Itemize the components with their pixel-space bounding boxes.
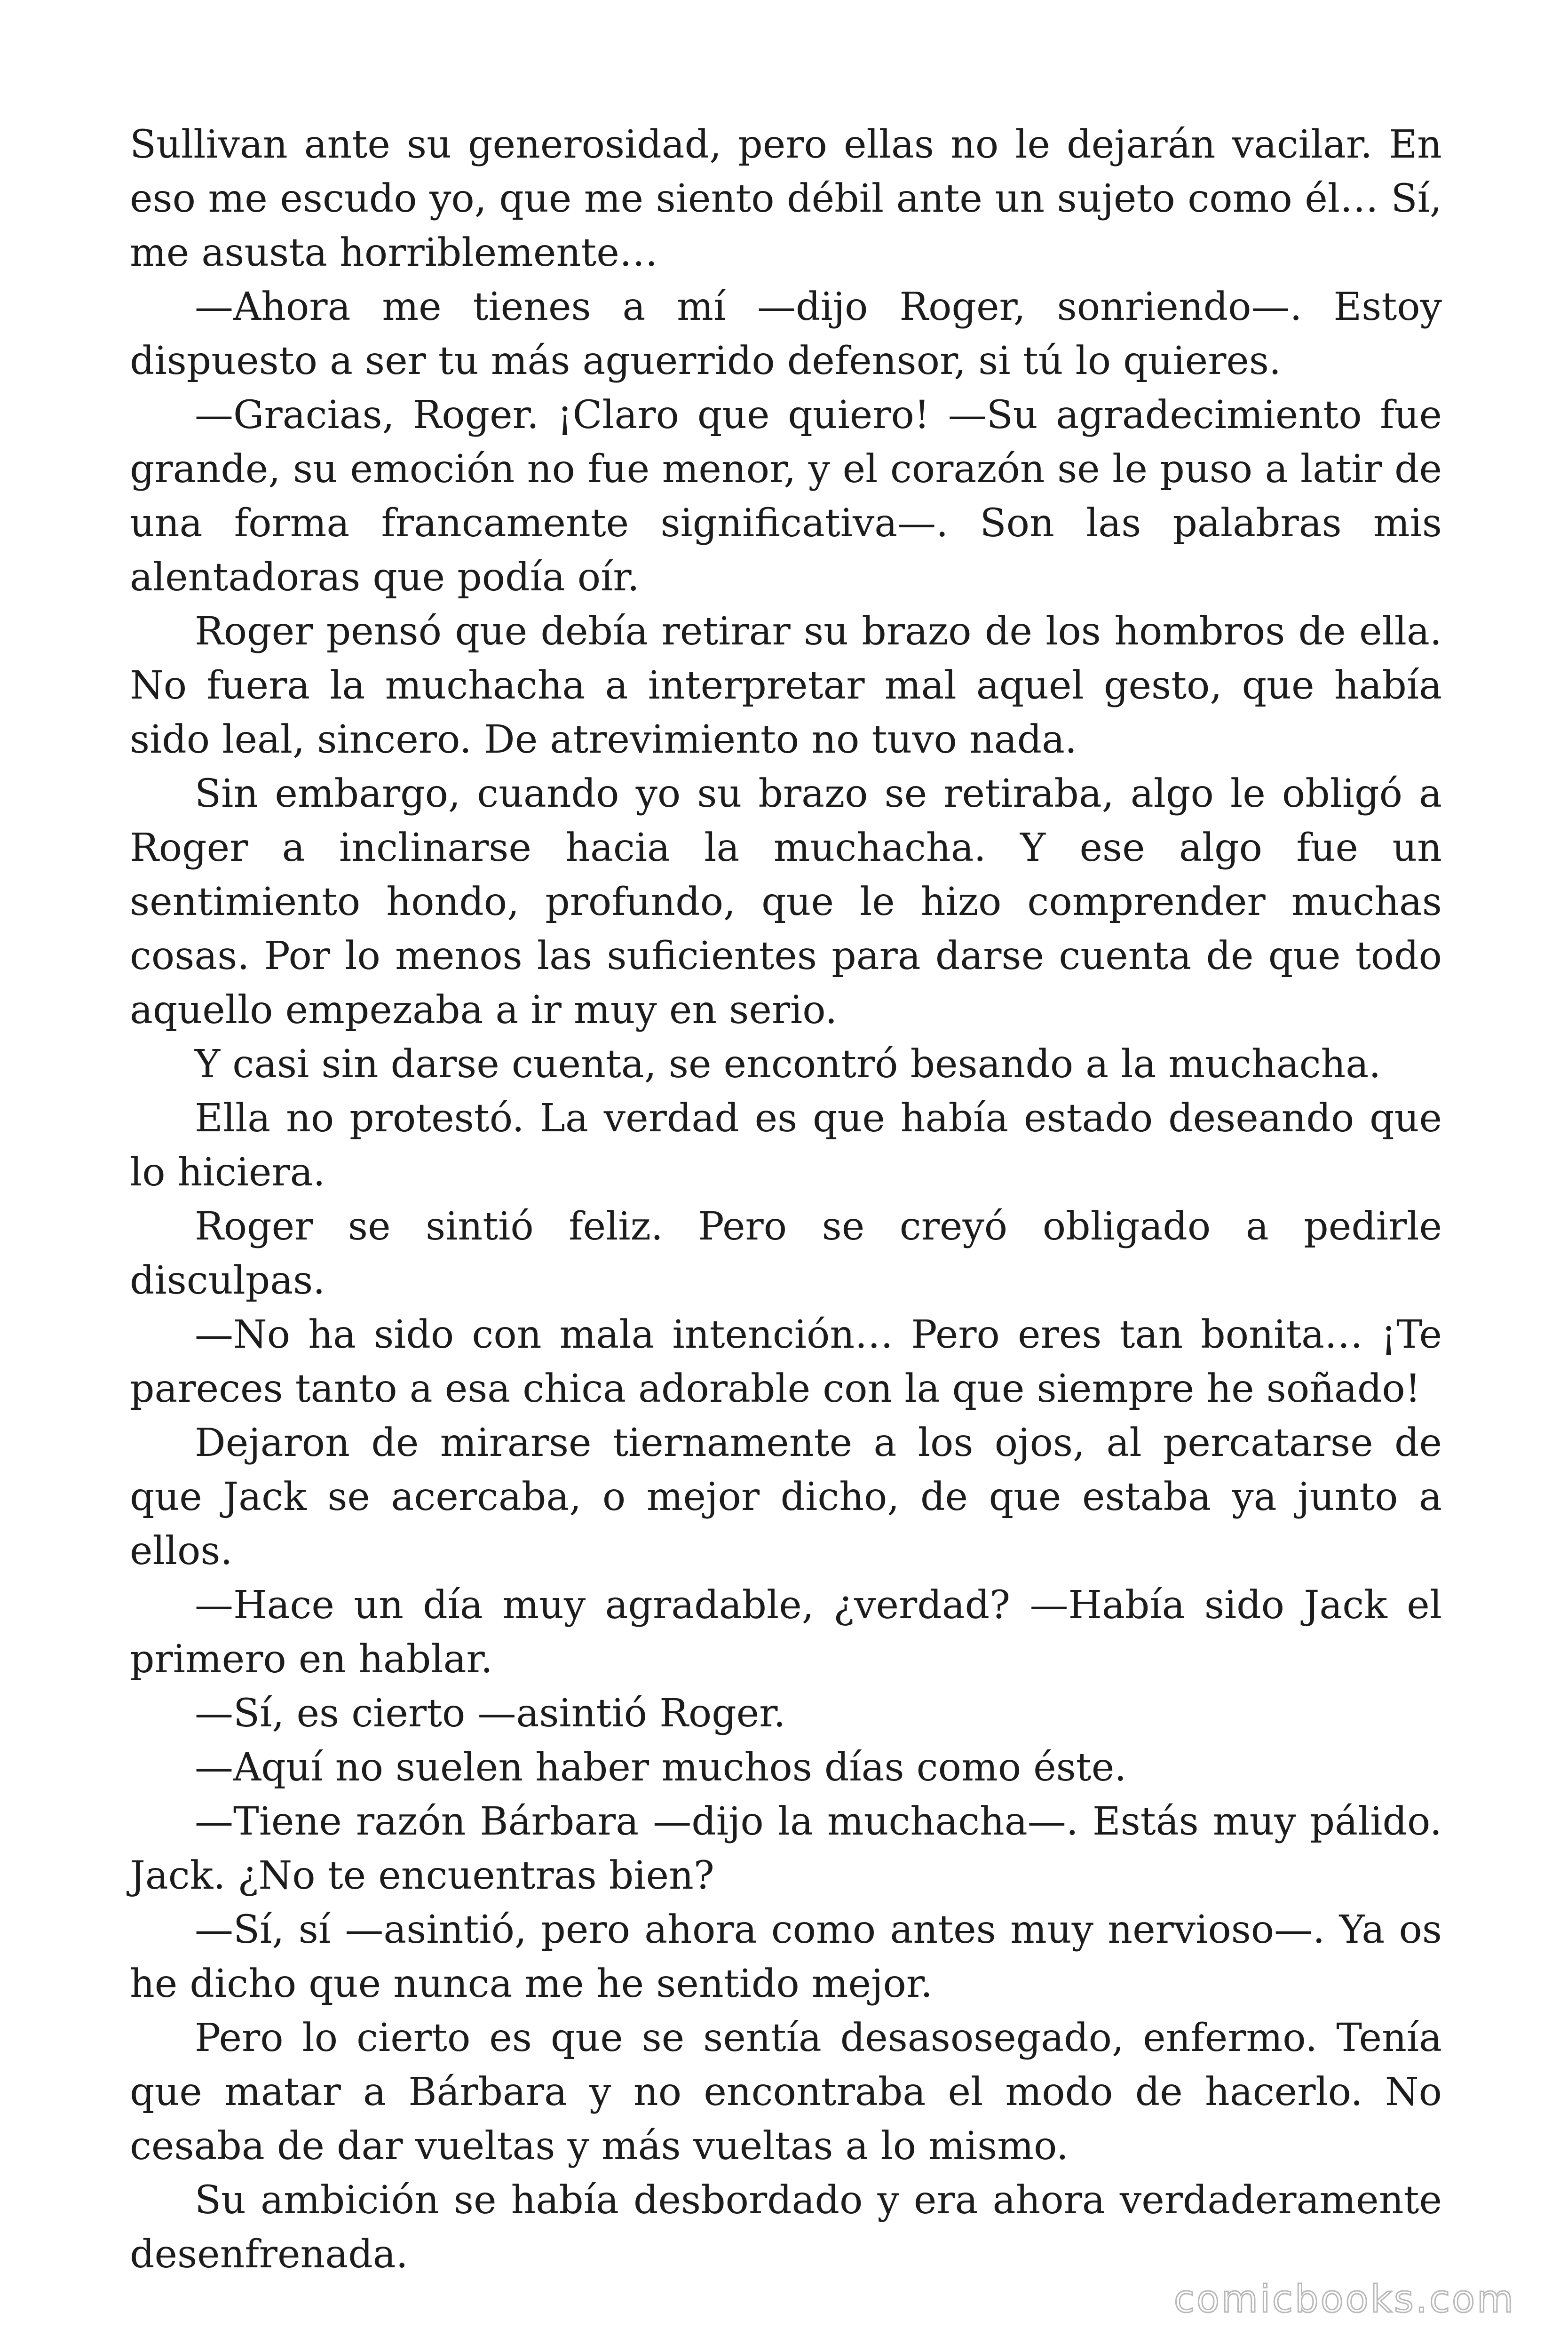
paragraph: —Sí, sí —asintió, pero ahora como antes muy nervioso—. Ya os he dicho que nunca me he sentido mejor. bbox=[130, 1907, 1442, 2006]
paragraph: —Ahora me tienes a mí —dijo Roger, sonriendo—. Estoy dispuesto a ser tu más aguerrido defensor, si tú lo quieres. bbox=[130, 285, 1442, 383]
paragraph: Sullivan ante su generosidad, pero ellas no le dejarán vacilar. En eso me escudo yo, que me siento débil ante un sujeto como él… Sí, me asusta horriblemente… bbox=[130, 122, 1442, 275]
page-body bbox=[130, 118, 1442, 2281]
watermark: comicbooks.com bbox=[1173, 2277, 1515, 2321]
paragraph: Pero lo cierto es que se sentía desasosegado, enfermo. Tenía que matar a Bárbara y no encontraba el modo de hacerlo. No cesaba de dar vueltas y más vueltas a lo mismo. bbox=[130, 2016, 1442, 2169]
paragraph: Su ambición se había desbordado y era ahora verdaderamente desenfrenada. bbox=[130, 2178, 1442, 2277]
paragraph: Dejaron de mirarse tiernamente a los ojos, al percatarse de que Jack se acercaba, o mejor dicho, de que estaba ya junto a ellos. bbox=[130, 1421, 1442, 1573]
paragraph: Roger se sintió feliz. Pero se creyó obligado a pedirle disculpas. bbox=[130, 1204, 1442, 1303]
paragraph: Y casi sin darse cuenta, se encontró besando a la muchacha. bbox=[195, 1042, 1381, 1087]
paragraph: —Hace un día muy agradable, ¿verdad? —Había sido Jack el primero en hablar. bbox=[130, 1583, 1442, 1682]
paragraph: —Tiene razón Bárbara —dijo la muchacha—. Estás muy pálido. Jack. ¿No te encuentras bien? bbox=[130, 1799, 1442, 1898]
paragraph: —Aquí no suelen haber muchos días como éste. bbox=[195, 1745, 1127, 1790]
paragraph: —No ha sido con mala intención… Pero eres tan bonita… ¡Te pareces tanto a esa chica adorable con la que siempre he soñado! bbox=[130, 1312, 1442, 1411]
paragraph: Roger pensó que debía retirar su brazo de los hombros de ella. No fuera la muchacha a interpretar mal aquel gesto, que había sido leal, sincero. De atrevimiento no tuvo nada. bbox=[130, 609, 1442, 762]
paragraph: Sin embargo, cuando yo su brazo se retiraba, algo le obligó a Roger a inclinarse hacia la muchacha. Y ese algo fue un sentimiento hondo, profundo, que le hizo comprender muchas cosas. Por lo menos las suficientes para darse cuenta de que todo aquello empezaba a ir muy en serio. bbox=[130, 771, 1442, 1033]
paragraph: Ella no protestó. La verdad es que había estado deseando que lo hiciera. bbox=[130, 1096, 1442, 1195]
paragraph: —Sí, es cierto —asintió Roger. bbox=[195, 1691, 786, 1736]
paragraph: —Gracias, Roger. ¡Claro que quiero! —Su agradecimiento fue grande, su emoción no fue menor, y el corazón se le puso a latir de una forma francamente significativa—. Son las palabras mis alentadoras que podía oír. bbox=[130, 393, 1442, 600]
